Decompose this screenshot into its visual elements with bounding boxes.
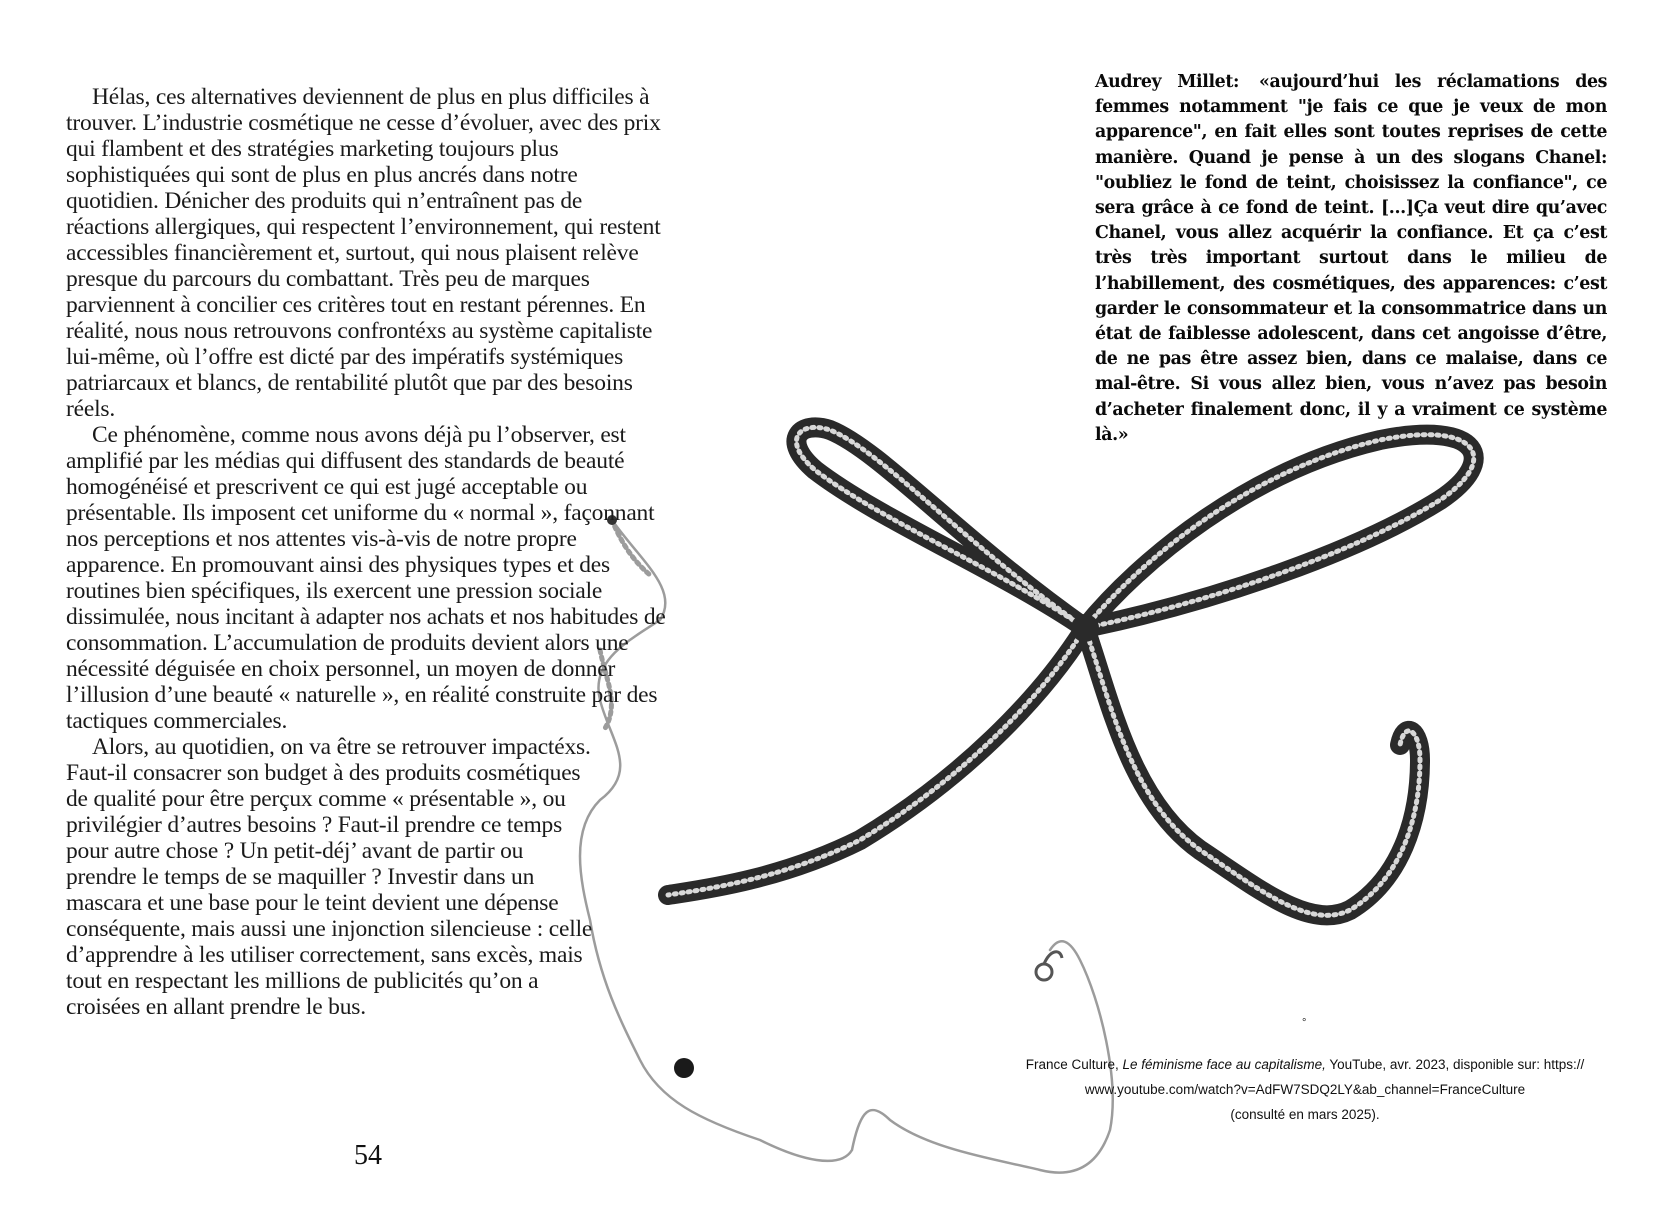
clasp-icon	[1036, 952, 1062, 980]
lace-bow	[668, 427, 1474, 915]
citation	[995, 1052, 1615, 1127]
citation-line-1	[995, 1052, 1615, 1077]
quote-block	[1095, 70, 1607, 448]
citation-source: France Culture,	[1025, 1057, 1119, 1072]
quote-text: «aujourd’hui les réclamations des femmes notamment "je fais ce que je veux de mon apparence", en fait elles sont toutes reprises de cette manière. Quand je pense à un des slogans Chanel: "oubliez le fond de teint, choisissez la confiance", ce sera grâce à ce fond de teint. [...]Ça veut dire qu’avec Chanel, vous allez acquérir la confiance. Et ça c’est très très important surtout dans le milieu de l’habillement, des cosmétiques, des apparences: c’est garder le consommateur et la consommatrice dans un état de faiblesse adolescent, dans cet angoisse d’être, de ne pas être assez bien, dans ce malaise, dans ce mal-être. Si vous allez bien, vous n’avez pas besoin d’acheter finalement donc, il y a vraiment ce système là.»	[1095, 72, 1608, 445]
citation-title: Le féminisme face au capitalisme,	[1122, 1057, 1326, 1072]
quote-author: Audrey Millet:	[1095, 72, 1239, 92]
citation-rest: YouTube, avr. 2023, disponible sur: https://	[1329, 1057, 1585, 1072]
chain-bead-icon	[674, 1058, 694, 1078]
citation-consulted: (consulté en mars 2025).	[1230, 1107, 1380, 1122]
body-paragraph-1: Hélas, ces alternatives deviennent de plus en plus difficiles à trouver. L’industrie cosmétique ne cesse d’évoluer, avec des prix qui flambent et des stratégies marketing toujours plus sophistiquées qui sont de plus en plus ancrés dans notre quotidien. Dénicher des produits qui n’entraînent pas de réactions allergiques, qui respectent l’environnement, qui restent accessibles financièrement et, surtout, qui nous plaisent relève presque du parcours du combattant. Très peu de marques parviennent à concilier ces critères tout en restant pérennes. En réalité, nous nous retrouvons confrontéxs au système capitaliste lui-même, où l’offre est dicté par des impératifs systémiques patriarcaux et blancs, de rentabilité plutôt que par des besoins réels.	[66, 84, 661, 422]
page-number: 54	[354, 1140, 382, 1171]
body-paragraph-2: Ce phénomène, comme nous avons déjà pu l’observer, est amplifié par les médias qui diffusent des standards de beauté homogénéisé et prescrivent ce qui est jugé acceptable ou présentable. Ils imposent cet uniforme du « normal », façonnant nos perceptions et nos attentes vis-à-vis de notre propre apparence. En promouvant ainsi des physiques types et des routines bien spécifiques, ils exercent une pression sociale dissimulée, nous incitant à adapter nos achats et nos habitudes de consommation. L’accumulation de produits devient alors une nécessité déguisée en choix personnel, un moyen de donner l’illusion d’une beauté « naturelle », en réalité construite par des tactiques commerciales.	[66, 422, 666, 734]
left-page-body-text	[66, 84, 666, 1020]
footnote-mark: °	[1302, 1017, 1307, 1029]
body-paragraph-3: Alors, au quotidien, on va être se retrouver impactéxs. Faut-il consacrer son budget à des produits cosmétiques de qualité pour être perçux comme « présentable », ou privilégier d’autres besoins ? Faut-il prendre ce temps pour autre chose ? Un petit-déj’ avant de partir ou prendre le temps de se maquiller ? Investir dans un mascara et une base pour le teint devient une dépense conséquente, mais aussi une injonction silencieuse : celle d’apprendre à les utiliser correctement, sans excès, mais tout en respectant les millions de publicités qu’on a croisées en allant prendre le bus.	[66, 734, 593, 1020]
citation-url[interactable]: www.youtube.com/watch?v=AdFW7SDQ2LY&ab_channel=FranceCulture	[1084, 1082, 1526, 1097]
